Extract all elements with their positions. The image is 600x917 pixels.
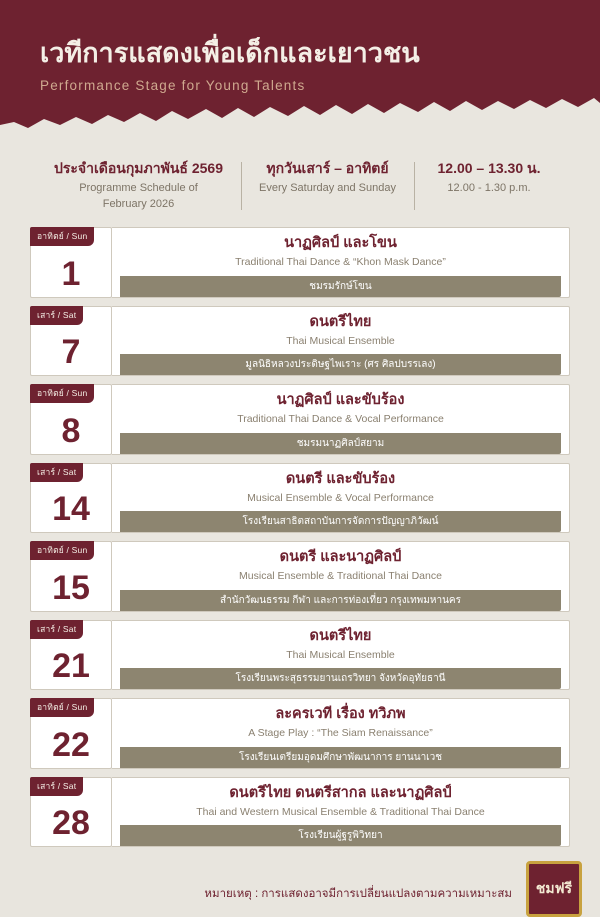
table-row [30,463,570,534]
day-box [30,698,112,769]
event-title-en: A Stage Play : “The Siam Renaissance” [248,727,433,740]
info-days [241,158,414,197]
day-tag: เสาร์ / Sat [30,306,83,325]
info-days-en: Every Saturday and Sunday [259,182,396,195]
event-organizer: สำนักวัฒนธรรม กีฬา และการท่องเที่ยว กรุงเทพมหานคร [120,590,561,611]
event-title-th: นาฏศิลป์ และขับร้อง [276,392,405,409]
day-tag: เสาร์ / Sat [30,463,83,482]
event-detail [112,541,570,612]
event-title-th: ละครเวที เรื่อง ทวิภพ [275,706,406,723]
info-month-th: ประจำเดือนกุมภาพันธ์ 2569 [53,160,224,176]
info-month-en: Programme Schedule of February 2026 [79,182,198,211]
event-organizer: ชมรมรักษ์โขน [120,276,561,297]
table-row [30,541,570,612]
info-month [36,158,241,213]
event-organizer: โรงเรียนสาธิตสถาบันการจัดการปัญญาภิวัฒน์ [120,511,561,532]
event-organizer: โรงเรียนเตรียมอุดมศึกษาพัฒนาการ ยานนาเวช [120,747,561,768]
event-organizer: ชมรมนาฏศิลป์สยาม [120,433,561,454]
poster-footer [0,855,600,917]
day-tag: เสาร์ / Sat [30,777,83,796]
event-detail [112,463,570,534]
day-box [30,384,112,455]
day-number: 1 [61,254,81,293]
day-tag: อาทิตย์ / Sun [30,227,94,246]
event-title-th: ดนตรีไทย ดนตรีสากล และนาฏศิลป์ [229,784,452,801]
day-box [30,227,112,298]
footer-note: หมายเหตุ : การแสดงอาจมีการเปลี่ยนแปลงตามความเหมาะสม [204,888,512,901]
event-detail [112,620,570,691]
page-subtitle: Performance Stage for Young Talents [40,78,306,94]
day-number: 21 [52,647,90,686]
table-row [30,306,570,377]
day-number: 8 [61,411,81,450]
event-title-th: ดนตรีไทย [309,313,372,330]
day-number: 22 [52,725,90,764]
event-detail [112,698,570,769]
table-row [30,777,570,848]
day-number: 7 [61,333,81,372]
event-title-th: ดนตรีไทย [309,627,372,644]
day-box [30,463,112,534]
day-tag: อาทิตย์ / Sun [30,384,94,403]
day-number: 15 [52,568,90,607]
day-number: 14 [52,490,90,529]
day-tag: เสาร์ / Sat [30,620,83,639]
info-time-th: 12.00 – 13.30 น. [437,160,541,176]
event-title-en: Thai Musical Ensemble [286,334,395,347]
event-detail [112,306,570,377]
event-title-th: ดนตรี และขับร้อง [285,470,396,487]
poster-header [0,0,600,140]
event-title-th: นาฏศิลป์ และโขน [284,235,397,252]
event-detail [112,777,570,848]
day-number: 28 [52,804,90,843]
day-box [30,541,112,612]
event-organizer: โรงเรียนพระสุธรรมยานเถรวิทยา จังหวัดอุทัยธานี [120,668,561,689]
day-box [30,306,112,377]
day-box [30,620,112,691]
info-days-th: ทุกวันเสาร์ – อาทิตย์ [266,160,389,176]
day-tag: อาทิตย์ / Sun [30,541,94,560]
info-row [0,140,600,223]
torn-paper-edge-icon [0,95,600,140]
table-row [30,384,570,455]
free-admission-stamp: ชมฟรี [526,861,582,917]
header-text-block [0,0,600,93]
event-title-th: ดนตรี และนาฏศิลป์ [279,549,402,566]
table-row [30,698,570,769]
event-organizer: มูลนิธิหลวงประดิษฐไพเราะ (ศร ศิลปบรรเลง) [120,354,561,375]
event-title-en: Thai and Western Musical Ensemble & Traditional Thai Dance [196,805,485,818]
page-title: เวทีการแสดงเพื่อเด็กและเยาวชน [40,38,420,68]
day-tag: อาทิตย์ / Sun [30,698,94,717]
event-title-en: Musical Ensemble & Vocal Performance [247,491,434,504]
event-detail [112,384,570,455]
info-time [414,158,564,197]
event-title-en: Thai Musical Ensemble [286,648,395,661]
event-title-en: Musical Ensemble & Traditional Thai Dance [239,570,442,583]
day-box [30,777,112,848]
table-row [30,620,570,691]
event-organizer: โรงเรียนผู้ฐรูพิวิทยา [120,825,561,846]
schedule-list [0,223,600,847]
info-time-en: 12.00 - 1.30 p.m. [447,182,531,195]
table-row [30,227,570,298]
event-title-en: Traditional Thai Dance & Vocal Performance [237,413,444,426]
event-detail [112,227,570,298]
event-title-en: Traditional Thai Dance & “Khon Mask Dance” [235,256,446,269]
